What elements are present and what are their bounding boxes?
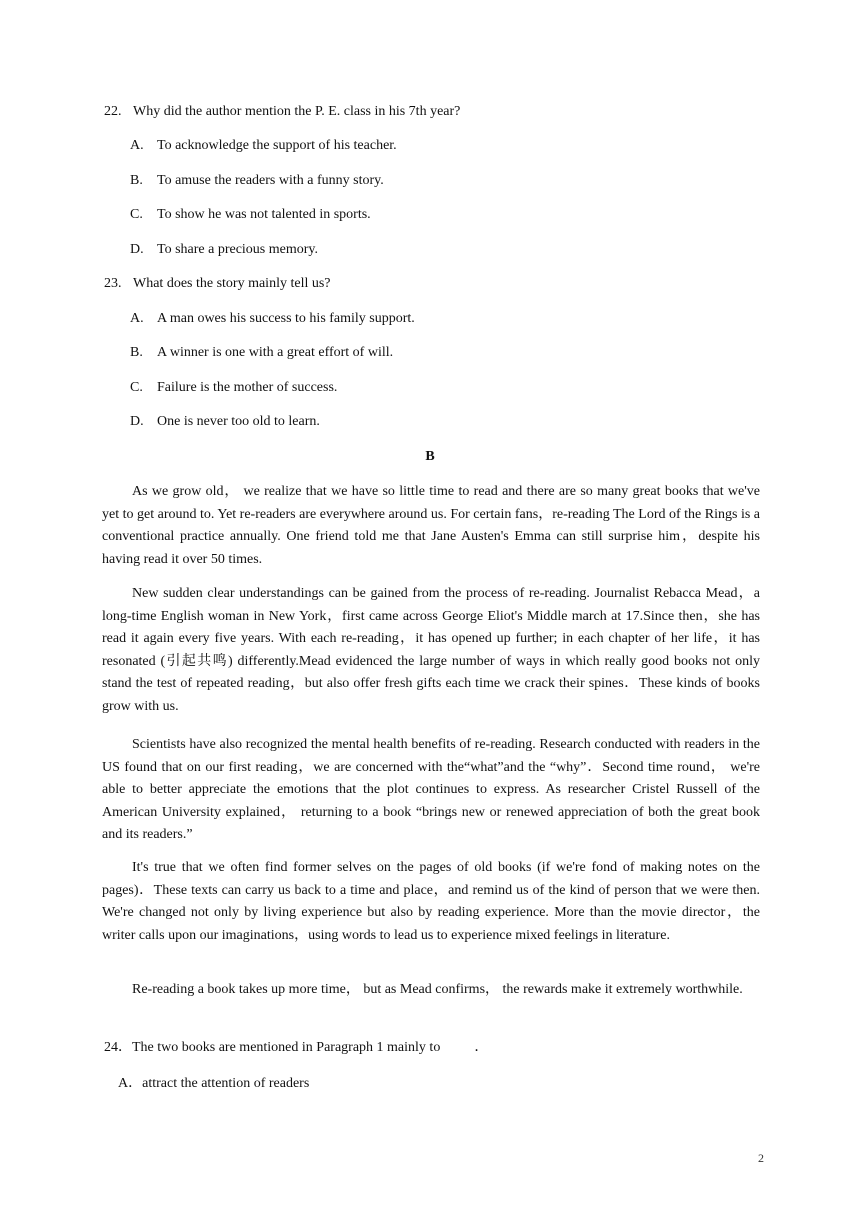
- question-22-option-b: [130, 172, 760, 190]
- option-text: One is never too old to learn.: [157, 414, 320, 429]
- option-letter: C.: [130, 380, 143, 395]
- option-text: To share a precious memory.: [157, 242, 318, 257]
- option-letter: A.: [130, 138, 144, 153]
- section-title: B: [425, 449, 435, 464]
- option-letter: A．: [118, 1076, 143, 1091]
- option-letter: C.: [130, 207, 143, 222]
- question-23-option-c: [130, 379, 760, 397]
- question-22-option-c: [130, 206, 760, 224]
- option-text: To amuse the readers with a funny story.: [157, 173, 384, 188]
- option-letter: A.: [130, 311, 144, 326]
- option-letter: D.: [130, 414, 144, 429]
- question-23-option-b: [130, 344, 760, 362]
- question-text: What does the story mainly tell us?: [133, 276, 331, 291]
- question-number: 24．: [104, 1040, 132, 1055]
- question-number: 23.: [104, 276, 122, 291]
- passage-paragraph-1: As we grow old， we realize that we have so little time to read and there are so many great books that we've yet to get around to. Yet re-readers are everywhere around us. For certain fans，re‐reading The Lord of the Rings is a conventional practice annually. One friend told me that Jane Austen's Emma can still surprise him，despite his having read it over 50 times.: [102, 484, 760, 567]
- question-23: [104, 275, 764, 293]
- question-23-option-d: [130, 413, 760, 431]
- option-letter: B.: [130, 173, 143, 188]
- question-23-option-a: [130, 310, 760, 328]
- option-text: Failure is the mother of success.: [157, 380, 338, 395]
- question-number: 22.: [104, 104, 122, 119]
- question-text: The two books are mentioned in Paragraph 1 mainly to: [132, 1040, 441, 1055]
- question-22-option-a: [130, 137, 760, 155]
- page-number: 2: [758, 1151, 764, 1165]
- question-text: Why did the author mention the P. E. class in his 7th year?: [133, 104, 461, 119]
- question-24: [104, 1039, 488, 1057]
- option-text: To show he was not talented in sports.: [157, 207, 371, 222]
- option-text: attract the attention of readers: [142, 1076, 310, 1091]
- passage-paragraph-4: It's true that we often find former selves on the pages of old books (if we're fond of making notes on the pages)．These texts can carry us back to a time and place，and remind us of the kind of person that we were then. We're changed not only by living experience but also by reading experience. More than the movie director，the writer calls upon our imaginations，using words to lead us to experience mixed feelings in literature.: [102, 860, 760, 943]
- question-end-mark: ．: [474, 1040, 489, 1055]
- passage-paragraph-3: Scientists have also recognized the mental health benefits of re‐reading. Research conducted with readers in the US found that on our first reading，we are concerned with the“what”and the “why”．Second time round， we're able to better appreciate the emotions that the plot continues to express. As researcher Cristel Russell of the American University explained， returning to a book “brings new or renewed appreciation of both the great book and its readers.”: [102, 737, 760, 842]
- passage-paragraph-2: New sudden clear understandings can be gained from the process of re‐reading. Journalist Rebacca Mead，a long‐time English woman in New York，first came across George Eliot's Middle march at 17.Since then，she has read it again every five years. With each re-reading，it has opened up further; in each chapter of her life，it has resonated (引起共鸣) differently.Mead evidenced the large number of ways in which really good books not only stand the test of repeated reading，but also offer fresh gifts each time we crack their spines．These kinds of books grow with us.: [102, 586, 760, 714]
- option-letter: B.: [130, 345, 143, 360]
- option-text: A man owes his success to his family support.: [157, 311, 415, 326]
- option-text: To acknowledge the support of his teacher.: [157, 138, 397, 153]
- question-22: [104, 103, 764, 121]
- question-22-option-d: [130, 241, 760, 259]
- passage-paragraph-5: Re‐reading a book takes up more time， but as Mead confirms， the rewards make it extremely worthwhile.: [132, 982, 743, 997]
- option-text: A winner is one with a great effort of will.: [157, 345, 394, 360]
- option-letter: D.: [130, 242, 144, 257]
- question-24-option-a: [118, 1075, 748, 1093]
